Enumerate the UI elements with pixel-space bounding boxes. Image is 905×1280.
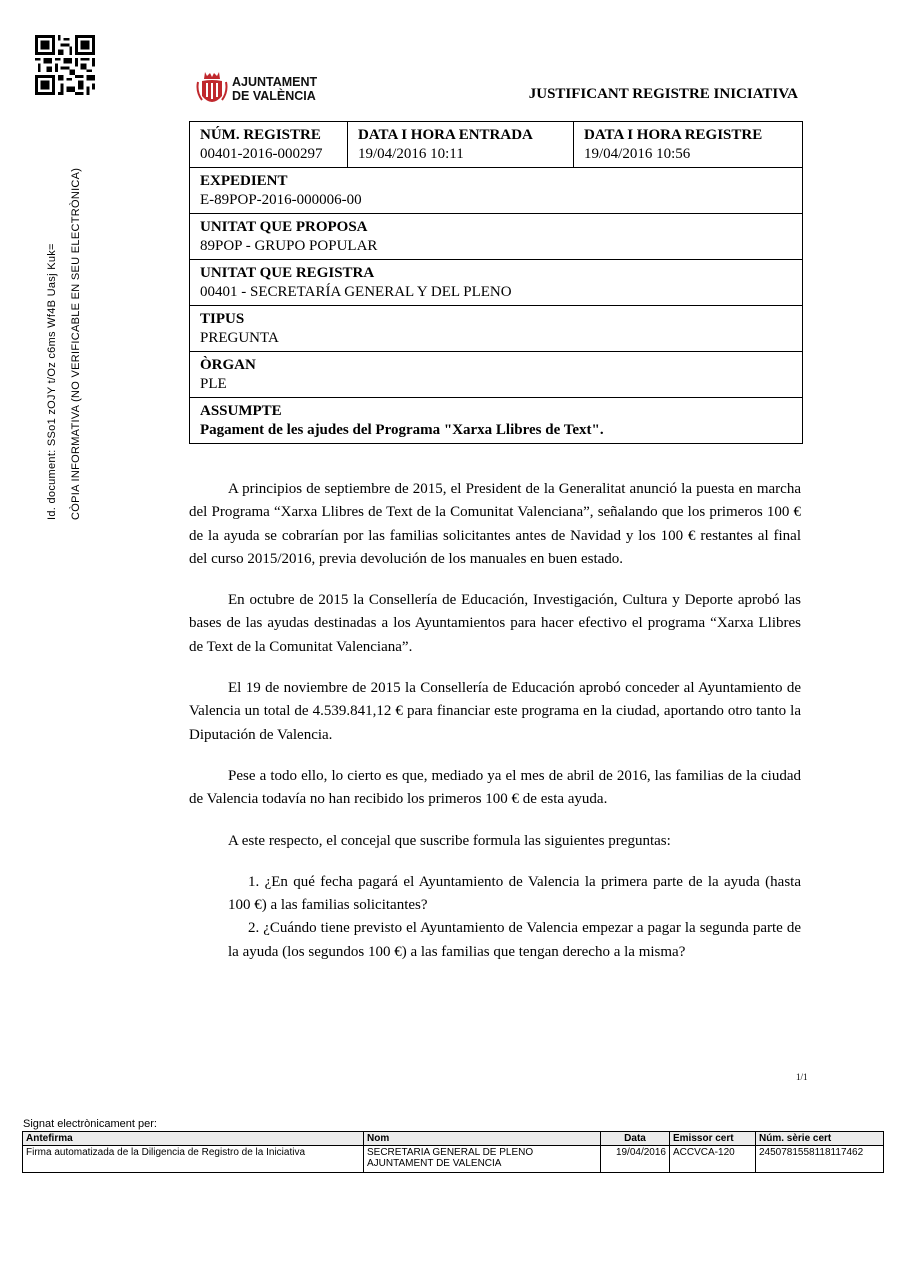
proposing-unit-label: UNITAT QUE PROPOSA xyxy=(200,219,368,235)
entry-datetime-label: DATA I HORA ENTRADA xyxy=(358,127,533,143)
document-id-sidebar xyxy=(40,168,88,520)
registering-unit-value: 00401 - SECRETARÍA GENERAL Y DEL PLENO xyxy=(200,284,512,300)
nom-header: Nom xyxy=(364,1132,601,1146)
subject-row xyxy=(190,398,803,444)
signature-row xyxy=(23,1146,884,1173)
registry-table xyxy=(189,121,803,444)
nom-value-line-2: AJUNTAMENT DE VALENCIA xyxy=(367,1158,502,1169)
body-paragraph-3: El 19 de noviembre de 2015 la Consellería de Educación aprobó conceder al Ayuntamiento de Valencia un total de 4.539.841,12 € para financiar este programa en la ciudad, aportando otro tanto la Diputación de Valencia. xyxy=(189,680,801,743)
copy-notice-text: CÒPIA INFORMATIVA (NO VERIFICABLE EN SEU ELECTRÒNICA) xyxy=(70,167,82,520)
question-1: 1. ¿En qué fecha pagará el Ayuntamiento de Valencia la primera parte de la ayuda (hasta 100 €) a las familias solicitantes? xyxy=(228,873,801,914)
data-value: 19/04/2016 xyxy=(601,1146,670,1173)
document-id-text: Id. document: SSo1 zOJY t/Oz c6ms Wf4B Uasj Kuk= xyxy=(46,243,58,520)
registry-datetime-label: DATA I HORA REGISTRE xyxy=(584,127,763,143)
proposing-unit-row xyxy=(190,214,803,260)
type-label: TIPUS xyxy=(200,311,245,327)
expedient-row xyxy=(190,168,803,214)
questions-list xyxy=(189,871,801,964)
registry-datetime-value: 19/04/2016 10:56 xyxy=(584,146,691,162)
question-2: 2. ¿Cuándo tiene previsto el Ayuntamiento de Valencia empezar a pagar la segunda parte de la ayuda (los segundos 100 €) a las familias que tengan derecho a la misma? xyxy=(228,920,801,960)
emissor-header: Emissor cert xyxy=(670,1132,756,1146)
organ-label: ÒRGAN xyxy=(200,357,256,373)
antefirma-value: Firma automatizada de la Diligencia de Registro de la Iniciativa xyxy=(23,1146,364,1173)
qr-code-icon xyxy=(35,35,95,95)
document-body xyxy=(189,478,801,964)
registry-datetime-cell xyxy=(574,122,803,168)
document-title: JUSTIFICANT REGISTRE INICIATIVA xyxy=(528,86,798,102)
registry-header-row xyxy=(190,122,803,168)
body-paragraph-5: A este respecto, el concejal que suscribe formula las siguientes preguntas: xyxy=(228,832,671,849)
logo-line-2: DE VALÈNCIA xyxy=(232,89,316,103)
registry-number-value: 00401-2016-000297 xyxy=(200,146,323,162)
body-paragraph-1: A principios de septiembre de 2015, el President de la Generalitat anunció la puesta en marcha del Programa “Xarxa Llibres de Text de la Comunitat Valenciana”, señalando que los primeros 100 € de la ayuda se cobrarían por las familias solicitantes antes de Navidad y los 100 € restantes al final del curso 2015/2016, previa devolución de los manuales en buen estado. xyxy=(189,481,801,567)
entry-datetime-value: 19/04/2016 10:11 xyxy=(358,146,464,162)
serie-header: Núm. sèrie cert xyxy=(756,1132,884,1146)
expedient-value: E-89POP-2016-000006-00 xyxy=(200,192,362,208)
proposing-unit-value: 89POP - GRUPO POPULAR xyxy=(200,238,378,254)
type-row xyxy=(190,306,803,352)
registry-number-cell xyxy=(190,122,348,168)
expedient-label: EXPEDIENT xyxy=(200,173,288,189)
organ-row xyxy=(190,352,803,398)
emissor-value: ACCVCA-120 xyxy=(670,1146,756,1173)
page-number: 1/1 xyxy=(796,1072,808,1082)
nom-value-line-1: SECRETARIA GENERAL DE PLENO xyxy=(367,1147,534,1158)
subject-value: Pagament de les ajudes del Programa "Xarxa Llibres de Text". xyxy=(200,422,604,438)
serie-value: 2450781558118117462 xyxy=(756,1146,884,1173)
coat-of-arms-icon xyxy=(196,70,228,108)
logo-line-1: AJUNTAMENT xyxy=(232,75,318,89)
registry-number-label: NÚM. REGISTRE xyxy=(200,127,321,143)
registering-unit-label: UNITAT QUE REGISTRA xyxy=(200,265,375,281)
nom-value xyxy=(364,1146,601,1173)
antefirma-header: Antefirma xyxy=(23,1132,364,1146)
registering-unit-row xyxy=(190,260,803,306)
data-header: Data xyxy=(601,1132,670,1146)
signature-table xyxy=(22,1131,884,1173)
entry-datetime-cell xyxy=(348,122,574,168)
body-paragraph-4: Pese a todo ello, lo cierto es que, mediado ya el mes de abril de 2016, las familias de la ciudad de Valencia todavía no han recibido los primeros 100 € de esta ayuda. xyxy=(189,767,801,808)
ajuntament-logo xyxy=(196,70,317,108)
subject-label: ASSUMPTE xyxy=(200,403,282,419)
signature-header-row xyxy=(23,1132,884,1146)
body-paragraph-2: En octubre de 2015 la Consellería de Educación, Investigación, Cultura y Deporte aprobó las bases de las ayudas destinadas a los Ayuntamientos para hacer efectivo el programa “Xarxa Llibres de Text de la Comunitat Valenciana”. xyxy=(189,592,801,655)
organ-value: PLE xyxy=(200,376,227,392)
signature-label: Signat electrònicament per: xyxy=(23,1118,157,1130)
type-value: PREGUNTA xyxy=(200,330,279,346)
